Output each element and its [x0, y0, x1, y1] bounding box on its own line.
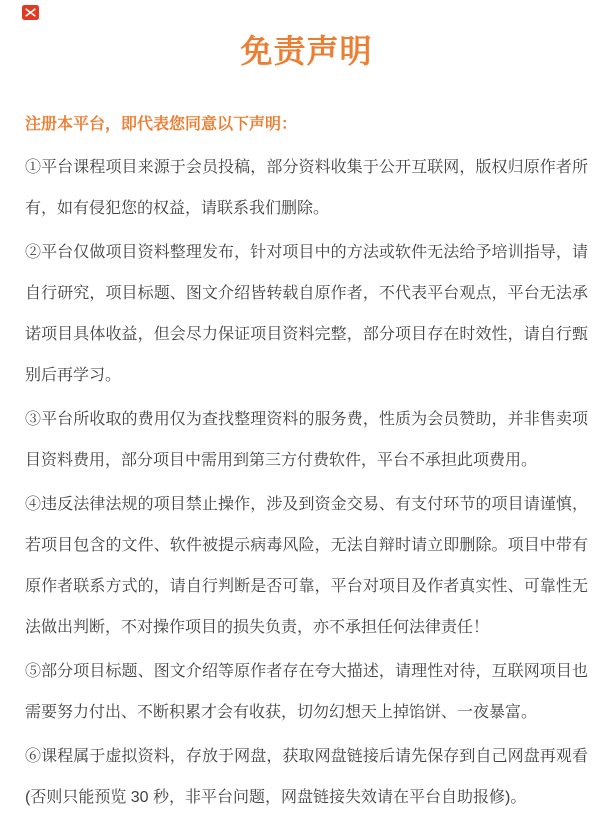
disclaimer-paragraph-2: ②平台仅做项目资料整理发布，针对项目中的方法或软件无法给予培训指导，请自行研究，项目标题、图文介绍皆转载自原作者，不代表平台观点，平台无法承诺项目具体收益，但会尽力保证项目资料完整，部分项目存在时效性，请自行甄别后再学习。: [25, 244, 588, 384]
intro-line: 注册本平台，即代表您同意以下声明：: [25, 116, 298, 133]
disclaimer-content: [0, 104, 613, 818]
disclaimer-paragraph-3: ③平台所收取的费用仅为查找整理资料的服务费，性质为会员赞助，并非售卖项目资料费用，部分项目中需用到第三方付费软件，平台不承担此项费用。: [25, 411, 588, 469]
disclaimer-paragraph-1: ①平台课程项目来源于会员投稿，部分资料收集于公开互联网，版权归原作者所有，如有侵犯您的权益，请联系我们删除。: [25, 159, 588, 217]
red-seal-icon: [22, 5, 39, 20]
disclaimer-paragraph-4: ④违反法律法规的项目禁止操作，涉及到资金交易、有支付环节的项目请谨慎，若项目包含的文件、软件被提示病毒风险，无法自辩时请立即删除。项目中带有原作者联系方式的，请自行判断是否可靠，平台对项目及作者真实性、可靠性无法做出判断，不对操作项目的损失负责，亦不承担任何法律责任！: [25, 496, 588, 636]
disclaimer-paragraph-5: ⑤部分项目标题、图文介绍等原作者存在夸大描述，请理性对待，互联网项目也需要努力付出、不断积累才会有收获，切勿幻想天上掉馅饼、一夜暴富。: [25, 663, 588, 721]
page-title: 免责声明: [240, 33, 373, 69]
disclaimer-paragraph-6: ⑥课程属于虚拟资料，存放于网盘，获取网盘链接后请先保存到自己网盘再观看 (否则只能预览 30 秒，非平台问题，网盘链接失效请在平台自助报修)。: [25, 748, 588, 806]
